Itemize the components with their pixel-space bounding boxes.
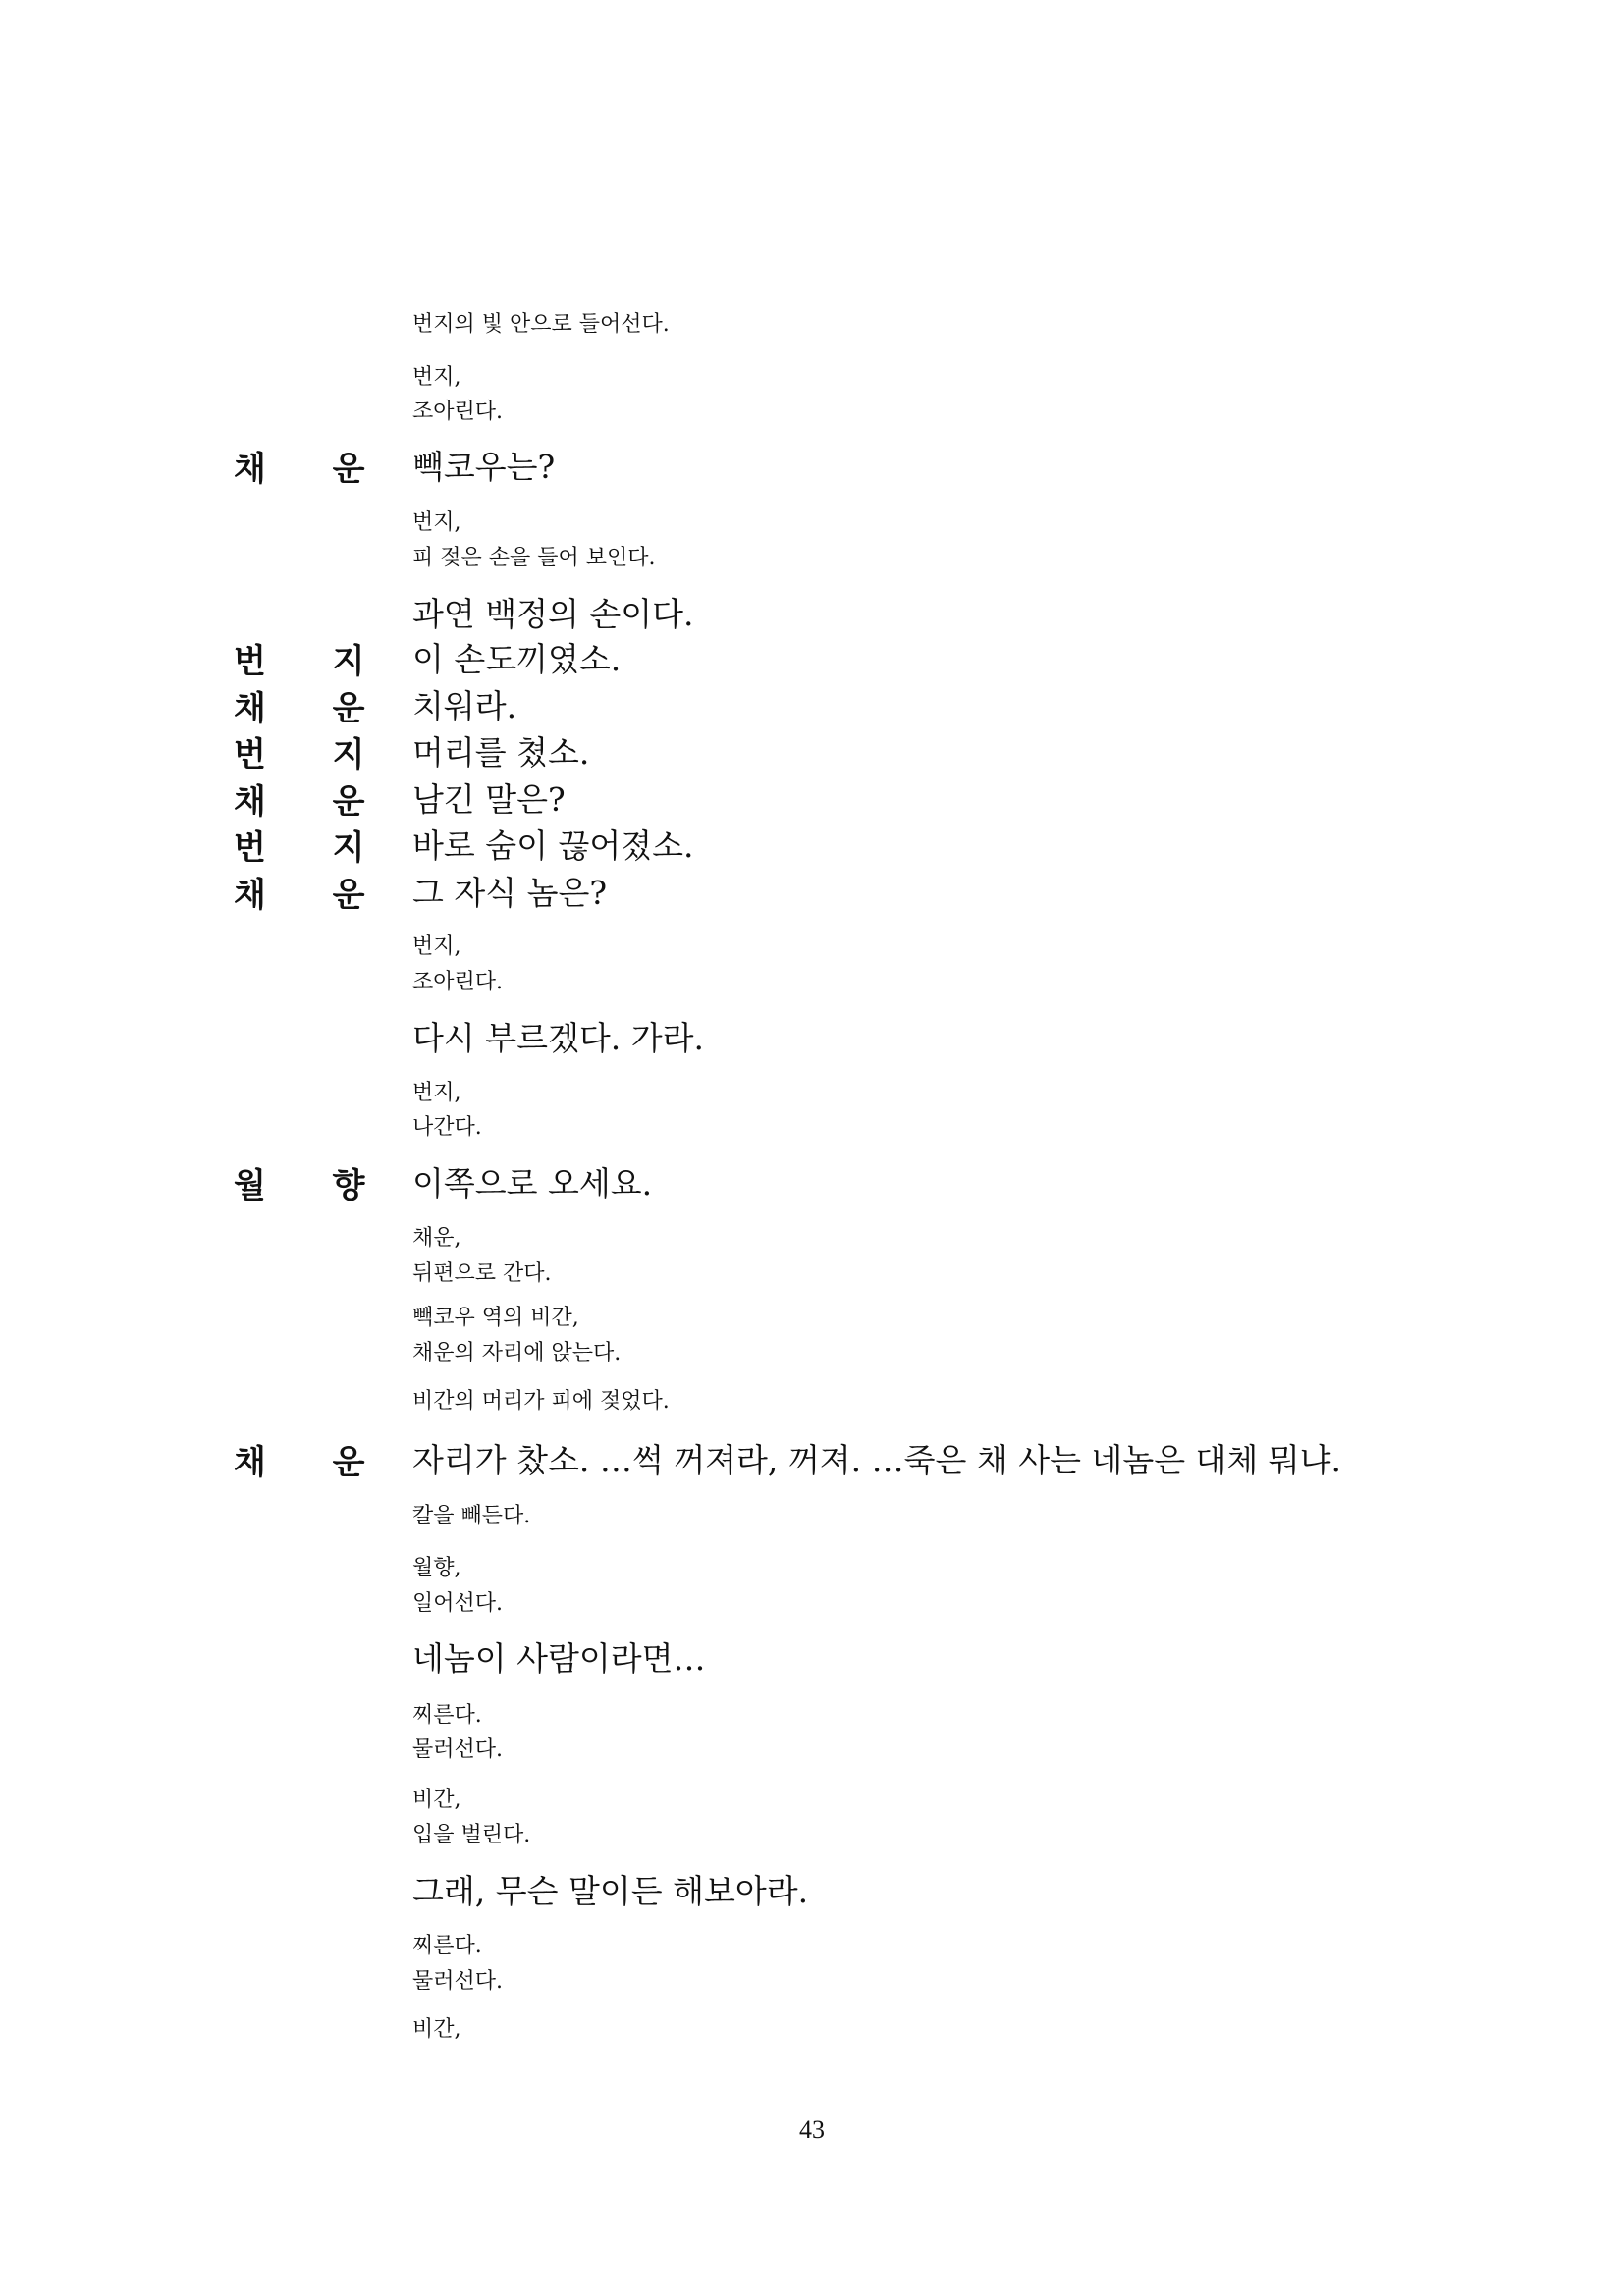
speaker-name: 번 지 [234,642,393,681]
dialogue-line: 치워라. [412,687,517,725]
speaker-name: 채 운 [234,876,393,915]
direction-text: 조아린다. [412,400,504,424]
direction-text: 비간, [412,1788,461,1812]
dialogue-line: 이 손도끼였소. [412,640,622,678]
dialogue-line: 그래, 무슨 말이든 해보아라. [412,1872,809,1910]
dialogue-line: 바로 숨이 끊어졌소. [412,827,694,865]
speaker-name: 월 향 [234,1166,393,1205]
direction-text: 채운, [412,1226,461,1251]
direction-text: 월향, [412,1556,461,1580]
dialogue-line: 머리를 쳤소. [412,733,590,772]
direction-text: 입을 벌린다. [412,1823,531,1847]
direction-text: 번지, [412,1081,461,1105]
speaker-name: 번 지 [234,828,393,868]
direction-text: 번지의 빛 안으로 들어선다. [412,312,670,337]
direction-text: 물러선다. [412,1737,504,1762]
direction-text: 찌른다. [412,1934,482,1958]
direction-text: 번지, [412,934,461,959]
direction-text: 물러선다. [412,1969,504,1994]
speaker-name: 채 운 [234,450,393,489]
dialogue-line: 그 자식 놈은? [412,874,608,912]
direction-text: 뒤편으로 간다. [412,1261,552,1286]
page-number: 43 [799,2115,825,2144]
speaker-name: 채 운 [234,689,393,728]
direction-text: 찌른다. [412,1703,482,1728]
dialogue-line: 네놈이 사람이라면… [412,1639,706,1678]
speaker-name: 채 운 [234,1443,393,1482]
direction-text: 번지, [412,365,461,390]
direction-text: 비간의 머리가 피에 젖었다. [412,1389,670,1414]
dialogue-line: 이쪽으로 오세요. [412,1164,653,1202]
direction-text: 빽코우 역의 비간, [412,1306,579,1330]
dialogue-line: 다시 부르겠다. 가라. [412,1019,704,1057]
direction-text: 채운의 자리에 앉는다. [412,1341,622,1365]
speaker-name: 번 지 [234,735,393,774]
direction-text: 피 젖은 손을 들어 보인다. [412,546,656,570]
direction-text: 번지, [412,510,461,535]
direction-text: 일어선다. [412,1591,504,1616]
dialogue-line: 남긴 말은? [412,780,566,819]
direction-text: 비간, [412,2017,461,2042]
dialogue-line: 빽코우는? [412,448,556,486]
direction-text: 나간다. [412,1115,482,1140]
dialogue-line: 과연 백정의 손이다. [412,595,694,633]
direction-text: 칼을 빼든다. [412,1504,531,1528]
dialogue-line: 자리가 찼소. …썩 꺼져라, 꺼져. …죽은 채 사는 네놈은 대체 뭐냐. [412,1441,1342,1479]
speaker-name: 채 운 [234,782,393,822]
direction-text: 조아린다. [412,970,504,994]
